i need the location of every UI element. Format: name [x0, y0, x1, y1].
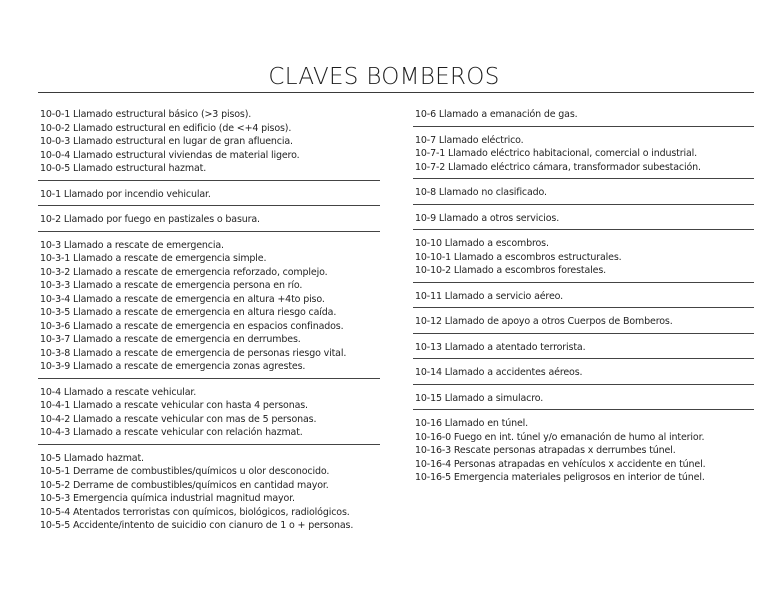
code-entry: 10-16-4 Personas atrapadas en vehículos x accidente en túnel. — [415, 458, 706, 470]
group-divider — [413, 126, 754, 127]
group-divider — [413, 178, 754, 179]
group-divider — [413, 358, 754, 359]
code-entry: 10-1 Llamado por incendio vehicular. — [40, 188, 211, 200]
code-entry: 10-13 Llamado a atentado terrorista. — [415, 341, 586, 353]
code-entry: 10-0-4 Llamado estructural viviendas de material ligero. — [40, 149, 300, 161]
code-entry: 10-9 Llamado a otros servicios. — [415, 212, 560, 224]
group-divider — [413, 204, 754, 205]
code-entry: 10-5-2 Derrame de combustibles/químicos en cantidad mayor. — [40, 479, 329, 491]
group-divider — [413, 282, 754, 283]
code-entry: 10-0-5 Llamado estructural hazmat. — [40, 163, 207, 174]
code-entry: 10-3-4 Llamado a rescate de emergencia en altura +4to piso. — [40, 293, 325, 305]
code-entry: 10-4-1 Llamado a rescate vehicular con hasta 4 personas. — [40, 400, 308, 411]
code-entry: 10-3-6 Llamado a rescate de emergencia en espacios confinados. — [40, 320, 344, 332]
code-entry: 10-3-1 Llamado a rescate de emergencia simple. — [40, 253, 267, 264]
code-entry: 10-5-5 Accidente/intento de suicidio con cianuro de 1 o + personas. — [40, 520, 354, 531]
code-entry: 10-10-2 Llamado a escombros forestales. — [415, 265, 607, 276]
code-entry: 10-0-3 Llamado estructural en lugar de gran afluencia. — [40, 136, 293, 147]
code-entry: 10-5-3 Emergencia química industrial magnitud mayor. — [40, 493, 295, 504]
code-entry: 10-3-7 Llamado a rescate de emergencia en derrumbes. — [40, 334, 301, 345]
code-entry: 10-4 Llamado a rescate vehicular. — [40, 386, 197, 398]
code-entry: 10-3-9 Llamado a rescate de emergencia zonas agrestes. — [40, 361, 306, 372]
code-entry: 10-3-5 Llamado a rescate de emergencia en altura riesgo caída. — [40, 307, 337, 318]
code-entry: 10-5-4 Atentados terroristas con químicos, biológicos, radiológicos. — [40, 506, 350, 518]
group-divider — [413, 229, 754, 230]
code-entry: 10-7-1 Llamado eléctrico habitacional, comercial o industrial. — [415, 148, 697, 159]
group-divider — [413, 384, 754, 385]
code-entry: 10-4-2 Llamado a rescate vehicular con mas de 5 personas. — [40, 413, 317, 425]
group-divider — [413, 307, 754, 308]
code-entry: 10-16-3 Rescate personas atrapadas x derrumbes túnel. — [415, 445, 676, 456]
code-entry: 10-3-2 Llamado a rescate de emergencia reforzado, complejo. — [40, 266, 328, 278]
group-divider — [38, 205, 380, 206]
code-entry: 10-7 Llamado eléctrico. — [415, 134, 524, 146]
code-entry: 10-3 Llamado a rescate de emergencia. — [40, 239, 224, 251]
code-entry: 10-16-5 Emergencia materiales peligrosos en interior de túnel. — [415, 472, 705, 483]
group-divider — [413, 409, 754, 410]
code-entry: 10-11 Llamado a servicio aéreo. — [415, 290, 564, 302]
code-entry: 10-4-3 Llamado a rescate vehicular con relación hazmat. — [40, 427, 303, 438]
group-divider — [413, 333, 754, 334]
code-entry: 10-8 Llamado no clasificado. — [415, 187, 547, 198]
group-divider — [38, 378, 380, 379]
code-entry: 10-10-1 Llamado a escombros estructurales. — [415, 251, 622, 263]
group-divider — [38, 231, 380, 232]
code-entry: 10-15 Llamado a simulacro. — [415, 392, 544, 404]
code-entry: 10-16 Llamado en túnel. — [415, 418, 529, 429]
code-entry: 10-16-0 Fuego en int. túnel y/o emanación de humo al interior. — [415, 431, 705, 443]
group-divider — [38, 444, 380, 445]
document-title: CLAVES BOMBEROS — [268, 64, 500, 90]
code-entry: 10-5-1 Derrame de combustibles/químicos u olor desconocido. — [40, 466, 330, 477]
code-entry: 10-14 Llamado a accidentes aéreos. — [415, 367, 583, 378]
code-entry: 10-2 Llamado por fuego en pastizales o basura. — [40, 214, 260, 225]
code-entry: 10-0-1 Llamado estructural básico (>3 pisos). — [40, 109, 252, 120]
code-entry: 10-3-3 Llamado a rescate de emergencia persona en río. — [40, 280, 303, 291]
code-entry: 10-12 Llamado de apoyo a otros Cuerpos de Bomberos. — [415, 316, 673, 327]
group-divider — [38, 180, 380, 181]
code-entry: 10-10 Llamado a escombros. — [415, 238, 549, 249]
title-rule — [38, 92, 754, 93]
code-entry: 10-6 Llamado a emanación de gas. — [415, 109, 578, 120]
code-entry: 10-0-2 Llamado estructural en edificio (de <+4 pisos). — [40, 122, 292, 134]
code-entry: 10-3-8 Llamado a rescate de emergencia de personas riesgo vital. — [40, 347, 347, 359]
code-entry: 10-5 Llamado hazmat. — [40, 452, 144, 464]
code-entry: 10-7-2 Llamado eléctrico cámara, transformador subestación. — [415, 161, 701, 173]
